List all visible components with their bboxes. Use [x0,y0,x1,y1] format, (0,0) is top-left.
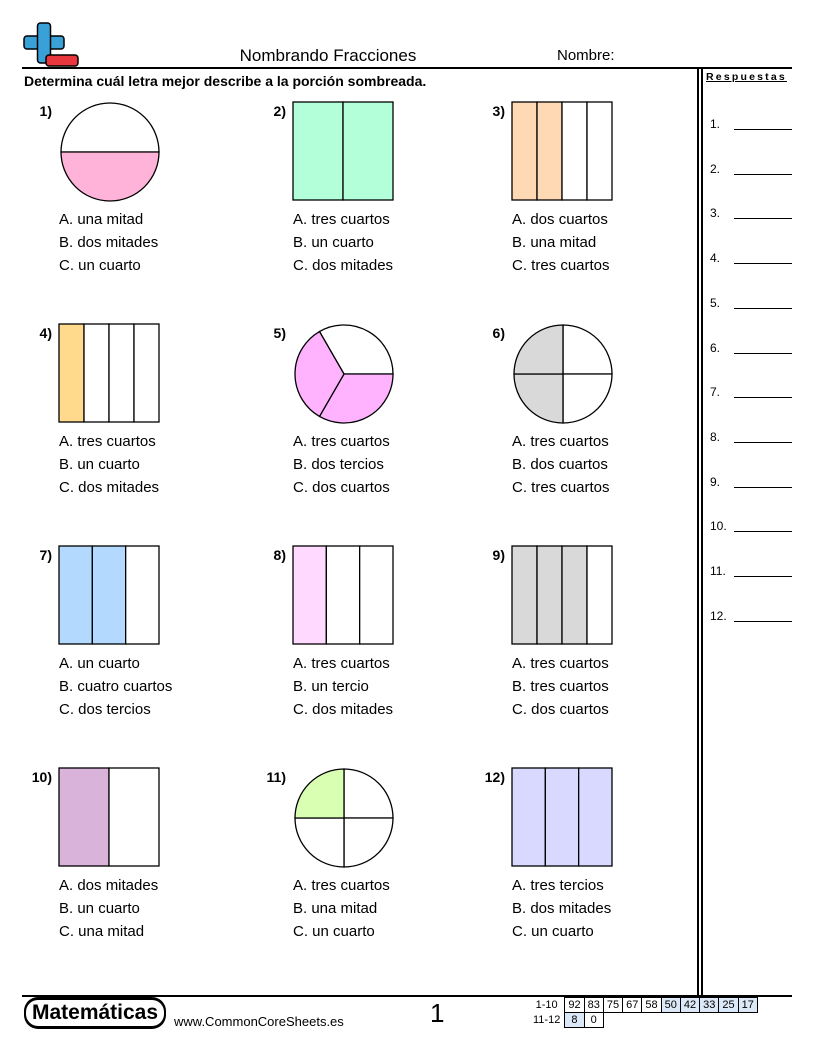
answer-option: B. un cuarto [293,234,374,251]
answer-option: A. dos mitades [59,877,159,894]
shaded-part [59,324,84,422]
unshaded-part [109,324,134,422]
instructions: Determina cuál letra mejor describe a la porción sombreada. [24,73,427,89]
page-title: Nombrando Fracciones [239,46,417,65]
answer-row[interactable] [710,296,794,312]
answer-number: 4. [710,251,721,266]
fraction-figure [58,323,162,425]
answer-option: C. una mitad [59,923,145,940]
answer-option: C. dos mitades [59,479,160,496]
brand-badge [24,997,166,1029]
answer-blank[interactable] [734,263,792,264]
unshaded-part [295,818,344,867]
answer-options [512,652,609,721]
answer-number: 6. [710,340,721,355]
answer-option: A. una mitad [59,211,144,228]
answer-number: 9. [710,474,721,489]
shaded-part [343,102,393,200]
answer-option: A. tres cuartos [293,433,390,450]
score-cell: 92 [565,998,584,1013]
answer-row[interactable] [710,206,794,222]
answer-row[interactable] [710,341,794,357]
answer-column-border [701,68,703,996]
answer-blank[interactable] [734,353,792,354]
problem-number: 8) [273,547,286,563]
answer-blank[interactable] [734,129,792,130]
answer-number: 11. [710,564,726,578]
shaded-part [512,546,537,644]
answer-blank[interactable] [734,218,792,219]
unshaded-part [563,325,612,374]
shaded-part [512,102,537,200]
answer-option: B. dos cuartos [512,456,608,473]
answer-options [59,208,158,277]
answer-options [293,430,390,499]
answer-option: C. tres cuartos [512,257,610,274]
shaded-part [293,546,326,644]
answer-option: A. un cuarto [59,655,140,672]
score-cell: 33 [700,998,719,1013]
fraction-figure [511,767,615,869]
unshaded-part [587,102,612,200]
score-row [530,998,757,1013]
shaded-part [59,768,109,866]
answer-options [512,208,610,277]
fraction-figure [511,323,615,425]
answer-option: A. tres tercios [512,877,604,894]
answer-number: 1. [710,117,721,131]
fraction-figure [511,545,615,647]
answer-blank[interactable] [734,531,792,532]
answer-number: 12. [710,608,727,623]
answer-blank[interactable] [734,397,792,398]
answer-option: A. tres cuartos [512,433,609,450]
fraction-figure [58,767,162,869]
header-divider [22,67,792,69]
answer-number: 10. [710,519,727,534]
shaded-part [537,102,562,200]
problem-number: 9) [492,547,505,563]
answer-option: A. tres cuartos [293,877,390,894]
shaded-part [92,546,125,644]
answer-option: C. dos mitades [293,257,394,274]
fraction-figure [292,767,396,869]
problem-number: 5) [273,325,286,341]
problem-number: 7) [39,547,52,563]
score-cell: 83 [584,998,603,1013]
answer-option: B. un tercio [293,678,369,695]
answer-option: B. dos tercios [293,456,384,473]
answer-option: B. una mitad [512,234,597,251]
score-cell: 25 [719,998,738,1013]
fraction-figure [292,545,396,647]
answer-row[interactable] [710,564,794,580]
answer-row[interactable] [710,609,794,625]
answer-option: A. dos cuartos [512,211,608,228]
unshaded-part [563,374,612,423]
problem-number: 1) [39,103,52,119]
answer-row[interactable] [710,162,794,178]
answer-row[interactable] [710,430,794,446]
shaded-part [514,325,563,374]
answer-option: A. tres cuartos [293,211,390,228]
score-cell: 75 [603,998,622,1013]
problem-number: 12) [484,769,505,785]
fraction-figure [58,545,162,647]
shaded-part [295,769,344,818]
answers-heading: Respuestas [706,71,787,83]
problem-number: 6) [492,325,505,341]
unshaded-part [587,546,612,644]
shaded-part [514,374,563,423]
answer-options [59,652,172,721]
answer-option: A. tres cuartos [293,655,390,672]
answer-number: 8. [710,429,721,444]
answer-option: C. dos mitades [293,701,394,718]
shaded-part [579,768,612,866]
answer-option: C. un cuarto [293,923,375,940]
answer-blank[interactable] [734,308,792,309]
answer-number: 3. [710,206,721,221]
score-cell: 42 [680,998,699,1013]
answer-option: B. tres cuartos [512,678,609,695]
answer-option: B. dos mitades [512,900,612,917]
brand-label: Matemáticas [26,1000,164,1026]
answer-option: C. un cuarto [59,257,141,274]
unshaded-part [344,769,393,818]
answer-number: 7. [710,385,721,400]
answer-blank[interactable] [734,576,792,577]
answer-blank[interactable] [734,442,792,443]
shaded-part [293,102,343,200]
score-row-label: 1-10 [535,999,558,1011]
page-number: 1 [430,998,445,1028]
answer-option: C. un cuarto [512,923,594,940]
answer-options [512,430,610,499]
answer-option: C. dos tercios [59,701,151,718]
score-cell: 50 [661,998,680,1013]
unshaded-part [562,102,587,200]
unshaded-part [326,546,359,644]
answer-options [512,874,611,943]
fraction-figure [292,101,396,203]
shaded-part [61,152,159,201]
answer-option: C. dos cuartos [512,701,609,718]
unshaded-part [344,818,393,867]
unshaded-part [61,103,159,152]
answer-row[interactable] [710,117,794,133]
answer-option: C. dos cuartos [293,479,390,496]
answer-option: A. tres cuartos [59,433,156,450]
fraction-figure [58,101,162,203]
problem-number: 2) [273,103,286,119]
answer-number: 5. [710,295,721,310]
problem-number: 11) [266,769,286,785]
unshaded-part [126,546,159,644]
unshaded-part [84,324,109,422]
problem-number: 3) [492,103,505,119]
shaded-part [545,768,578,866]
answer-blank[interactable] [734,174,792,175]
score-cell: 67 [623,998,642,1013]
answer-options [293,652,393,721]
answer-row[interactable] [710,251,794,267]
unshaded-part [109,768,159,866]
shaded-part [562,546,587,644]
shaded-part [59,546,92,644]
answer-row[interactable] [710,385,794,401]
answer-option: C. tres cuartos [512,479,610,496]
answer-blank[interactable] [734,621,792,622]
problem-number: 10) [31,769,52,785]
answer-option: B. una mitad [293,900,378,917]
answer-options [59,874,158,943]
score-row [530,1013,757,1028]
name-label: Nombre: [557,47,615,64]
answer-option: B. dos mitades [59,234,159,251]
shaded-part [537,546,562,644]
answer-options [293,874,390,943]
answer-option: B. un cuarto [59,900,140,917]
answer-row[interactable] [710,519,794,535]
score-cell: 17 [738,998,757,1013]
score-row-label: 11-12 [533,1014,561,1026]
fraction-figure [292,323,396,425]
answer-blank[interactable] [734,487,792,488]
problem-number: 4) [39,325,52,341]
answer-number: 2. [710,161,721,176]
website-link[interactable]: www.CommonCoreSheets.es [174,1014,344,1029]
score-table [530,997,758,1028]
unshaded-part [134,324,159,422]
answer-options [59,430,159,499]
shaded-part [512,768,545,866]
answer-option: A. tres cuartos [512,655,609,672]
score-cell: 8 [565,1013,584,1028]
unshaded-part [360,546,393,644]
score-cell: 0 [584,1013,603,1028]
fraction-figure [511,101,615,203]
answer-column-border [697,68,699,996]
score-cell: 58 [642,998,661,1013]
answer-options [293,208,393,277]
answer-row[interactable] [710,475,794,491]
answer-option: B. cuatro cuartos [59,678,173,695]
answer-option: B. un cuarto [59,456,140,473]
